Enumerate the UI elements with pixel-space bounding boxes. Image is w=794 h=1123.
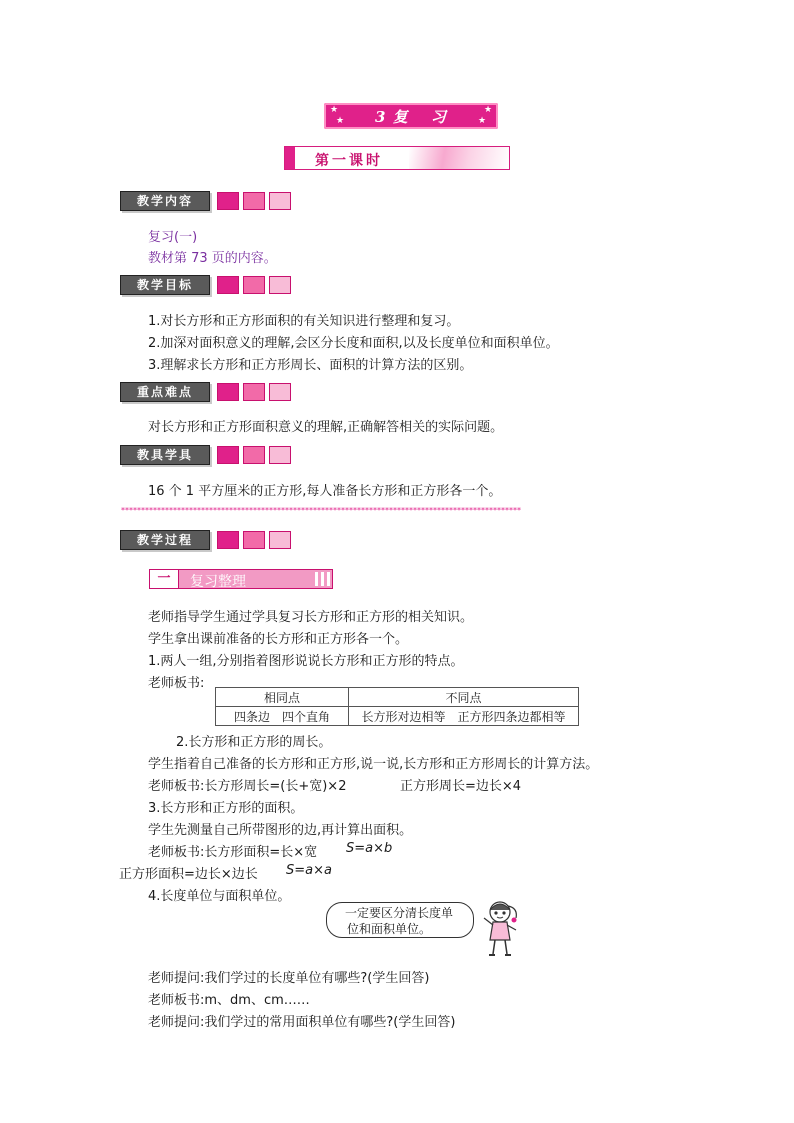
text-line: 16 个 1 平方厘米的正方形,每人准备长方形和正方形各一个。 — [148, 484, 502, 499]
speech-bubble — [326, 902, 474, 938]
table-cell: 四条边 四个直角 — [216, 707, 349, 726]
text-line: 1.对长方形和正方形面积的有关知识进行整理和复习。 — [148, 314, 460, 329]
subsection-header-review — [149, 569, 333, 589]
decor-square — [217, 276, 239, 294]
banner-decoration — [409, 147, 509, 169]
cartoon-girl-icon — [478, 898, 524, 960]
decor-square — [269, 446, 291, 464]
text-line: 3.长方形和正方形的面积。 — [148, 801, 304, 816]
star-icon: ★ — [484, 105, 493, 115]
decor-square — [217, 531, 239, 549]
table-row — [216, 707, 579, 726]
decor-square — [217, 383, 239, 401]
decor-square — [243, 383, 265, 401]
section-header-goals — [120, 275, 300, 295]
decor-square — [269, 276, 291, 294]
text-line: 老师板书:长方形面积=长×宽 — [148, 845, 318, 860]
chapter-title-banner — [324, 103, 498, 129]
section-header-tools — [120, 445, 300, 465]
text-line: 老师板书: — [148, 676, 205, 691]
star-icon: ★ — [330, 105, 339, 115]
lesson-title: 第一课时 — [315, 153, 383, 169]
text-line: 教材第 73 页的内容。 — [148, 251, 277, 266]
text-line: 老师提问:我们学过的常用面积单位有哪些?(学生回答) — [148, 1015, 456, 1030]
text-line: 4.长度单位与面积单位。 — [148, 889, 291, 904]
bubble-text: 一定要区分清长度单 — [345, 906, 454, 920]
text-line: 2.加深对面积意义的理解,会区分长度和面积,以及长度单位和面积单位。 — [148, 336, 559, 351]
section-header-key-points — [120, 382, 300, 402]
section-header-process — [120, 530, 300, 550]
star-divider: **************************************************************************************************** — [121, 506, 521, 515]
star-icon: ★ — [336, 116, 345, 126]
table-cell: 长方形对边相等 正方形四条边都相等 — [349, 707, 579, 726]
table-header: 相同点 — [216, 688, 349, 707]
decor-square — [243, 446, 265, 464]
bubble-text: 位和面积单位。 — [347, 922, 432, 936]
text-line: 学生拿出课前准备的长方形和正方形各一个。 — [148, 632, 409, 647]
section-tag: 教学目标 — [120, 275, 210, 295]
subsection-label: 复习整理 — [190, 574, 246, 590]
table-row — [216, 688, 579, 707]
star-icon: ★ — [478, 116, 487, 126]
decor-square — [243, 192, 265, 210]
decor-square — [269, 383, 291, 401]
decor-square — [217, 192, 239, 210]
section-tag: 教具学具 — [120, 445, 210, 465]
decor-square — [243, 531, 265, 549]
formula: S=a×a — [286, 863, 332, 878]
text-line: 老师板书:长方形周长=(长+宽)×2 — [148, 779, 347, 794]
chapter-title: 3 复 习 — [375, 108, 447, 126]
lesson-banner — [284, 146, 510, 170]
decor-square — [217, 446, 239, 464]
text-line: 2.长方形和正方形的周长。 — [176, 735, 332, 750]
banner-accent — [285, 147, 295, 169]
text-line: 老师板书:m、dm、cm…… — [148, 993, 310, 1008]
text-line: 老师提问:我们学过的长度单位有哪些?(学生回答) — [148, 971, 430, 986]
section-tag: 教学内容 — [120, 191, 210, 211]
subsection-number: 一 — [150, 570, 179, 588]
text-line: 对长方形和正方形面积意义的理解,正确解答相关的实际问题。 — [148, 420, 504, 435]
text-line: 老师指导学生通过学具复习长方形和正方形的相关知识。 — [148, 610, 474, 625]
text-line: 正方形周长=边长×4 — [400, 779, 522, 794]
decor-square — [269, 192, 291, 210]
section-tag: 重点难点 — [120, 382, 210, 402]
text-line: 复习(一) — [148, 230, 198, 245]
decor-square — [269, 531, 291, 549]
text-line: 学生指着自己准备的长方形和正方形,说一说,长方形和正方形周长的计算方法。 — [148, 757, 599, 772]
text-line: 学生先测量自己所带图形的边,再计算出面积。 — [148, 823, 413, 838]
subsection-bars — [312, 572, 330, 590]
table-header: 不同点 — [349, 688, 579, 707]
text-line: 1.两人一组,分别指着图形说说长方形和正方形的特点。 — [148, 654, 464, 669]
decor-square — [243, 276, 265, 294]
text-line: 3.理解求长方形和正方形周长、面积的计算方法的区别。 — [148, 358, 473, 373]
comparison-table — [215, 687, 579, 726]
text-line: 正方形面积=边长×边长 — [119, 867, 258, 882]
formula: S=a×b — [346, 841, 393, 856]
section-header-content — [120, 191, 300, 211]
section-tag: 教学过程 — [120, 530, 210, 550]
